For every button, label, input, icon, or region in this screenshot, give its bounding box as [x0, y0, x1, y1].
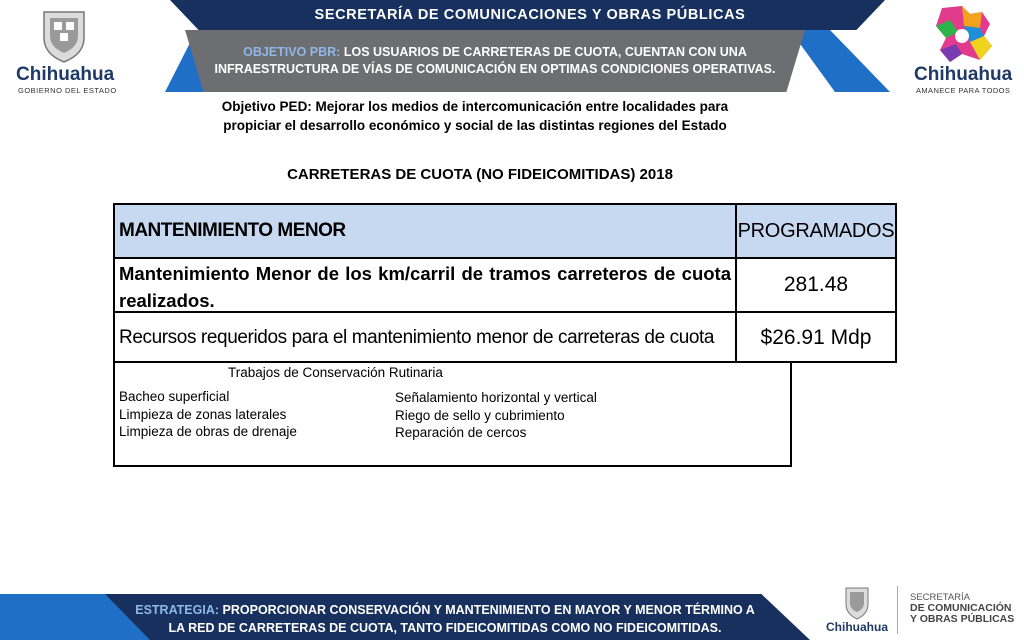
header-maintenance: MANTENIMIENTO MENOR [115, 205, 737, 257]
logo-right-name: Chihuahua [914, 64, 1013, 85]
row-km-value: 281.48 [783, 273, 849, 296]
list-item: Reparación de cercos [395, 425, 527, 440]
table-row [115, 313, 895, 363]
header-accent-right [790, 30, 890, 92]
footer-divider [897, 586, 898, 634]
pbr-objective [205, 44, 785, 78]
header-programmed: PROGRAMADOS [737, 219, 895, 242]
logo-left-subtitle: GOBIERNO DEL ESTADO [18, 86, 117, 95]
list-item: Señalamiento horizontal y vertical [395, 390, 597, 405]
footer-sec-line2: DE COMUNICACIÓN [910, 602, 1012, 614]
pbr-line1: LOS USUARIOS DE CARRETERAS DE CUOTA, CUENTAN CON UNA [343, 45, 747, 59]
strategy-label: ESTRATEGIA: [135, 603, 220, 617]
pbr-label: OBJETIVO PBR: [243, 45, 341, 59]
secretariat-title: SECRETARÍA DE COMUNICACIONES Y OBRAS PÚBLICAS [314, 7, 746, 23]
list-item: Limpieza de zonas laterales [119, 406, 287, 422]
chihuahua-amanece-logo [910, 4, 1018, 94]
footer-sec-line3: Y OBRAS PÚBLICAS [910, 613, 1015, 625]
table-row [115, 259, 895, 313]
footer-government-logo [826, 586, 888, 638]
ped-line1: Objetivo PED: Mejorar los medios de intercomunicación entre localidades para [221, 99, 729, 114]
row-km-label: Mantenimiento Menor de los km/carril de tramos carreteros de cuota realizados. [115, 259, 737, 311]
footer-logo-name: Chihuahua [826, 620, 888, 634]
footer-secretariat [910, 592, 1014, 625]
chihuahua-government-logo [14, 6, 117, 95]
row-resources-value: $26.91 Mdp [760, 326, 872, 349]
strategy-text [130, 601, 760, 637]
strategy-line1: PROPORCIONAR CONSERVACIÓN Y MANTENIMIENTO EN MAYOR Y MENOR TÉRMINO A [222, 603, 755, 617]
coat-of-arms-icon [826, 586, 888, 624]
ped-line2: propiciar el desarrollo económico y social de las distintas regiones del Estado [223, 118, 727, 133]
state-map-icon [910, 4, 1018, 66]
list-item: Riego de sello y cubrimiento [395, 407, 565, 423]
logo-right-subtitle: AMANECE PARA TODOS [916, 86, 1011, 95]
document-title: CARRETERAS DE CUOTA (NO FIDEICOMITIDAS) 2018 [287, 166, 673, 183]
works-list-left [119, 388, 297, 441]
list-item: Bacheo superficial [119, 389, 230, 404]
list-item: Limpieza de obras de drenaje [119, 424, 297, 439]
strategy-line2: LA RED DE CARRETERAS DE CUOTA, TANTO FIDEICOMITIDAS COMO NO FIDEICOMITIDAS. [168, 621, 722, 635]
table-header-row [115, 205, 895, 259]
maintenance-table [113, 203, 897, 363]
footer-sec-line1: SECRETARÍA [910, 592, 971, 603]
ped-objective [200, 97, 750, 135]
routine-works-title: Trabajos de Conservación Rutinaria [228, 365, 443, 380]
works-list-right [395, 389, 597, 442]
pbr-line2: INFRAESTRUCTURA DE VÍAS DE COMUNICACIÓN EN OPTIMAS CONDICIONES OPERATIVAS. [214, 62, 776, 76]
row-resources-label: Recursos requeridos para el mantenimiento menor de carreteras de cuota [115, 313, 737, 363]
logo-left-name: Chihuahua [16, 64, 115, 85]
